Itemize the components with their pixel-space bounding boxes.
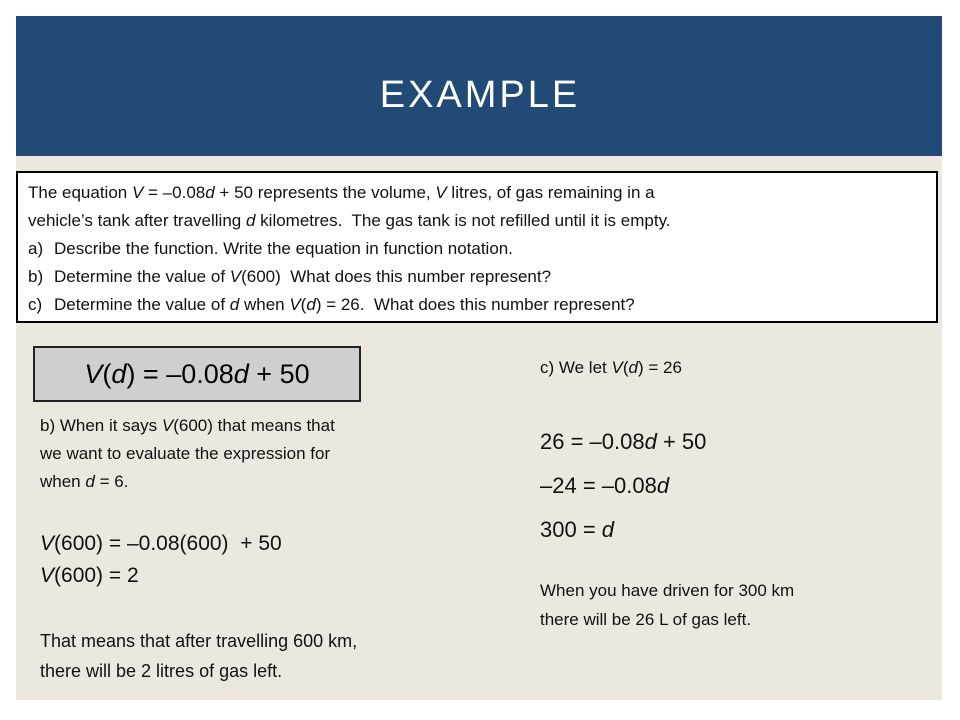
part-c-intro-text: c) We let V(d) = 26 [540,358,682,377]
problem-item-label: a) [28,239,44,258]
problem-item-text: Determine the value of d when V(d) = 26. What does this number represent? [54,295,635,314]
part-b-conclusion [40,626,357,686]
part-b-conclusion-line: there will be 2 litres of gas left. [40,661,283,681]
part-b-conclusion-line: That means that after travelling 600 km, [40,631,358,651]
part-c-step: –24 = –0.08d [540,473,670,498]
part-c-conclusion [540,576,794,634]
part-b-explanation-line: we want to evaluate the expression for [40,444,331,463]
part-b-step: V(600) = –0.08(600) + 50 [40,532,282,555]
problem-intro-line-2: vehicle’s tank after travelling d kilometres. The gas tank is not refilled until it is empty. [28,211,671,230]
problem-item-label: b) [28,267,44,286]
problem-intro-line-1: The equation V = –0.08d + 50 represents the volume, V litres, of gas remaining in a [28,183,655,202]
part-c-conclusion-line: When you have driven for 300 km [540,581,795,600]
part-c-step: 300 = d [540,517,615,542]
part-c-conclusion-line: there will be 26 L of gas left. [540,610,752,629]
slide-title: EXAMPLE [379,74,581,116]
problem-item-text: Determine the value of V(600) What does this number represent? [54,267,552,286]
part-b-explanation-line: when d = 6. [40,472,129,491]
part-c-step: 26 = –0.08d + 50 [540,429,707,454]
part-c-work [540,420,706,552]
part-b-explanation [40,412,460,496]
problem-item-b [28,263,926,291]
problem-item-label: c) [28,295,43,314]
problem-item-text: Describe the function. Write the equation in function notation. [54,239,513,258]
part-b-explanation-line: b) When it says V(600) that means that [40,416,335,435]
problem-item-a [28,235,926,263]
function-notation-box: V(d) = –0.08d + 50 [33,346,361,402]
part-c-intro [540,354,682,382]
problem-statement-box [16,171,938,323]
part-b-step: V(600) = 2 [40,564,139,587]
part-b-work [40,528,282,592]
problem-item-c [28,291,926,319]
